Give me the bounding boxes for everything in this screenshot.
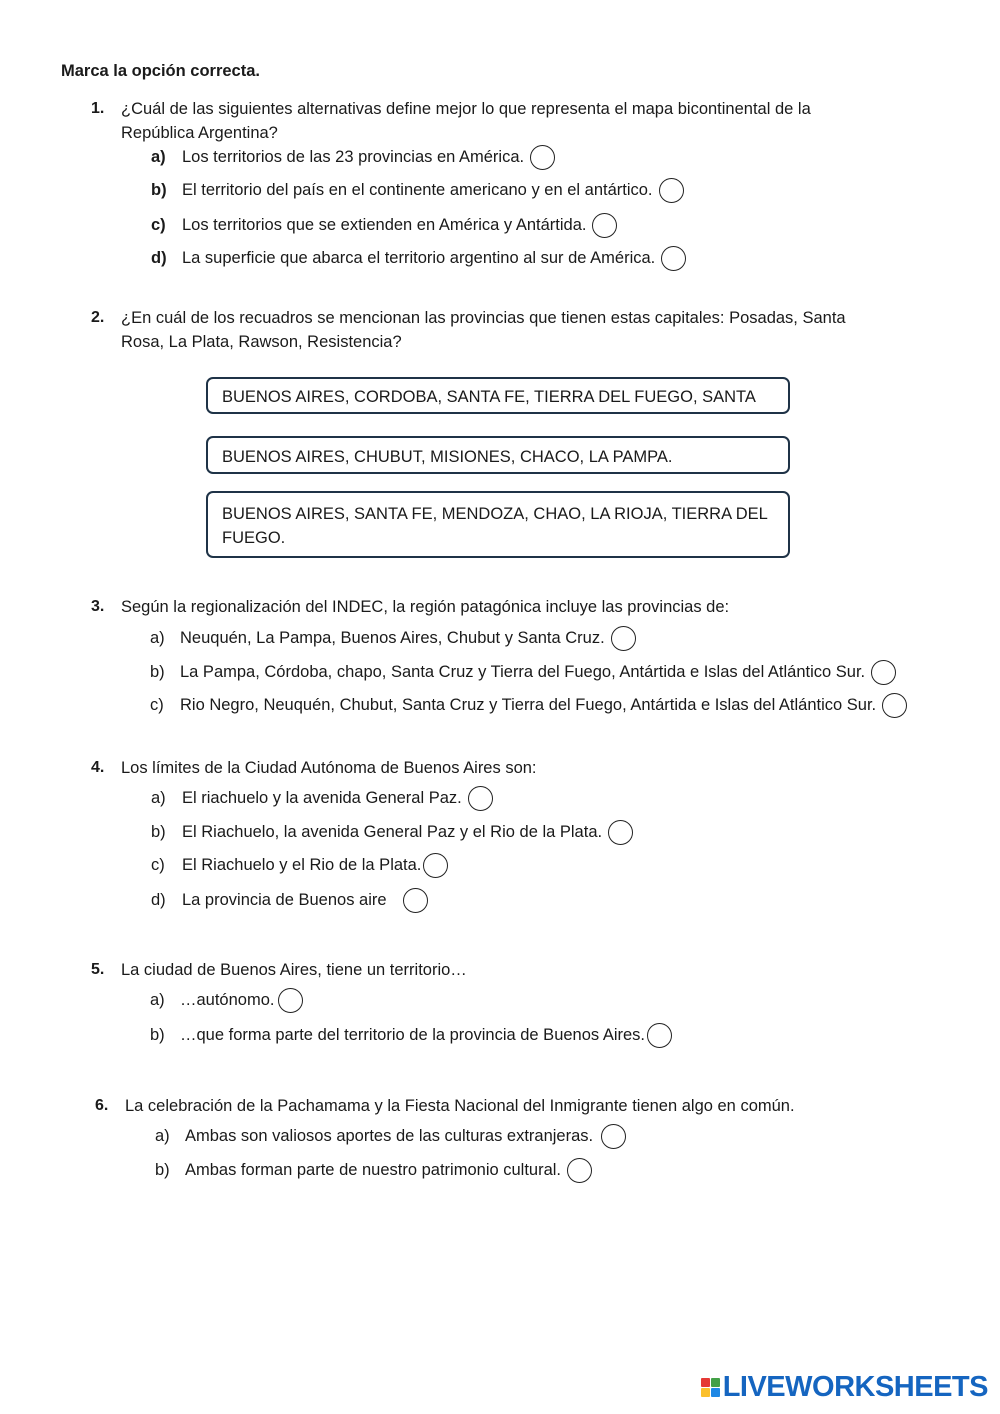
answer-box-1[interactable]	[206, 377, 790, 414]
option-text: El Riachuelo y el Rio de la Plata.	[182, 856, 422, 874]
radio-circle[interactable]	[661, 246, 686, 271]
option-4b[interactable]	[151, 820, 633, 845]
option-letter: b)	[150, 1026, 165, 1044]
option-letter: b)	[150, 663, 165, 681]
option-3a[interactable]	[150, 626, 636, 651]
question-number: 1.	[91, 100, 105, 117]
option-5b[interactable]	[150, 1023, 672, 1048]
question-text-line: La celebración de la Pachamama y la Fiesta Nacional del Inmigrante tienen algo en común.	[125, 1097, 795, 1115]
option-text: El Riachuelo, la avenida General Paz y el Rio de la Plata.	[182, 823, 603, 841]
answer-box-text: BUENOS AIRES, SANTA FE, MENDOZA, CHAO, LA RIOJA, TIERRA DEL	[222, 505, 768, 523]
option-letter: b)	[151, 181, 167, 199]
option-1c[interactable]	[151, 213, 617, 238]
liveworksheets-brand	[701, 1371, 988, 1404]
option-letter: b)	[155, 1161, 170, 1179]
option-6a[interactable]	[155, 1124, 626, 1149]
option-letter: a)	[151, 789, 166, 807]
liveworksheets-logo-icon	[701, 1378, 720, 1397]
question-number: 6.	[95, 1097, 109, 1114]
radio-circle[interactable]	[601, 1124, 626, 1149]
logo-cell	[701, 1388, 710, 1397]
option-1b[interactable]	[151, 178, 684, 203]
radio-circle[interactable]	[530, 145, 555, 170]
option-letter: c)	[151, 856, 165, 874]
answer-box-2[interactable]	[206, 436, 790, 474]
question-number: 4.	[91, 759, 105, 776]
radio-circle[interactable]	[403, 888, 428, 913]
option-letter: a)	[155, 1127, 170, 1145]
option-3b[interactable]	[150, 660, 896, 685]
question-text-line: Rosa, La Plata, Rawson, Resistencia?	[121, 333, 402, 351]
option-1d[interactable]	[151, 246, 686, 271]
radio-circle[interactable]	[468, 786, 493, 811]
radio-circle[interactable]	[611, 626, 636, 651]
option-6b[interactable]	[155, 1158, 592, 1183]
question-number: 2.	[91, 309, 105, 326]
option-text: Neuquén, La Pampa, Buenos Aires, Chubut y Santa Cruz.	[180, 629, 605, 647]
radio-circle[interactable]	[871, 660, 896, 685]
option-letter: a)	[150, 991, 165, 1009]
question-text-line: La ciudad de Buenos Aires, tiene un territorio…	[121, 961, 467, 979]
option-text: …autónomo.	[180, 991, 275, 1009]
question-text-line: Según la regionalización del INDEC, la región patagónica incluye las provincias de:	[121, 598, 730, 616]
answer-box-3[interactable]	[206, 491, 790, 558]
radio-circle[interactable]	[423, 853, 448, 878]
brand-name: LIVEWORKSHEETS	[722, 1371, 988, 1403]
option-letter: c)	[150, 696, 164, 714]
option-letter: a)	[150, 629, 165, 647]
option-letter: d)	[151, 891, 166, 909]
answer-box-text: BUENOS AIRES, CORDOBA, SANTA FE, TIERRA DEL FUEGO, SANTA	[222, 388, 756, 406]
question-text-line: ¿Cuál de las siguientes alternativas define mejor lo que representa el mapa bicontinental de la	[121, 100, 811, 118]
question-text-line: República Argentina?	[121, 124, 278, 142]
instructions-heading: Marca la opción correcta.	[61, 62, 260, 80]
radio-circle[interactable]	[608, 820, 633, 845]
answer-box-text: FUEGO.	[222, 529, 286, 547]
question-number: 3.	[91, 598, 105, 615]
option-text: Ambas forman parte de nuestro patrimonio cultural.	[185, 1161, 562, 1179]
answer-box-text: BUENOS AIRES, CHUBUT, MISIONES, CHACO, LA PAMPA.	[222, 448, 673, 466]
radio-circle[interactable]	[647, 1023, 672, 1048]
option-text: El territorio del país en el continente americano y en el antártico.	[182, 181, 653, 199]
radio-circle[interactable]	[659, 178, 684, 203]
option-text: La superficie que abarca el territorio argentino al sur de América.	[182, 249, 656, 267]
radio-circle[interactable]	[278, 988, 303, 1013]
option-text: El riachuelo y la avenida General Paz.	[182, 789, 462, 807]
option-3c[interactable]	[150, 693, 907, 718]
radio-circle[interactable]	[592, 213, 617, 238]
option-text: …que forma parte del territorio de la provincia de Buenos Aires.	[180, 1026, 645, 1044]
question-text-line: Los límites de la Ciudad Autónoma de Buenos Aires son:	[121, 759, 537, 777]
option-letter: c)	[151, 216, 166, 234]
option-5a[interactable]	[150, 988, 303, 1013]
option-text: Los territorios que se extienden en América y Antártida.	[182, 216, 587, 234]
option-1a[interactable]	[151, 145, 555, 170]
option-4d[interactable]	[151, 888, 428, 913]
logo-cell	[711, 1388, 720, 1397]
option-text: La provincia de Buenos aire	[182, 891, 387, 909]
radio-circle[interactable]	[567, 1158, 592, 1183]
option-4a[interactable]	[151, 786, 493, 811]
logo-cell	[701, 1378, 710, 1387]
option-letter: a)	[151, 148, 166, 166]
option-text: Rio Negro, Neuquén, Chubut, Santa Cruz y Tierra del Fuego, Antártida e Islas del Atlántico Sur.	[180, 696, 877, 714]
option-4c[interactable]	[151, 853, 448, 878]
option-text: La Pampa, Córdoba, chapo, Santa Cruz y Tierra del Fuego, Antártida e Islas del Atlántico Sur.	[180, 663, 866, 681]
option-text: Los territorios de las 23 provincias en América.	[182, 148, 525, 166]
radio-circle[interactable]	[882, 693, 907, 718]
question-text-line: ¿En cuál de los recuadros se mencionan las provincias que tienen estas capitales: Posadas, Santa	[121, 309, 846, 327]
logo-cell	[711, 1378, 720, 1387]
option-text: Ambas son valiosos aportes de las culturas extranjeras.	[185, 1127, 594, 1145]
option-letter: d)	[151, 249, 167, 267]
option-letter: b)	[151, 823, 166, 841]
question-number: 5.	[91, 961, 105, 978]
